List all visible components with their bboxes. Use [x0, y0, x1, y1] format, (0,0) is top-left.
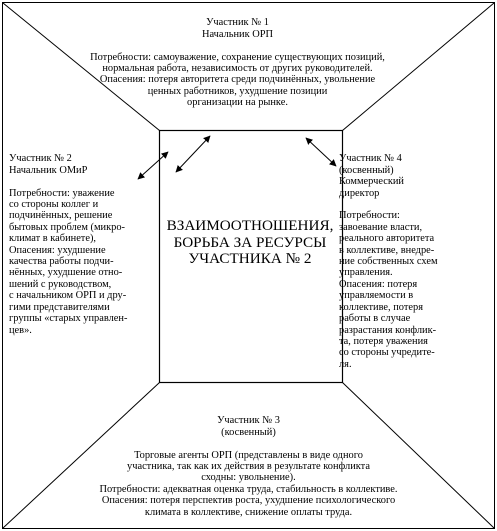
arrow-to-participant-1: [176, 136, 210, 172]
participant-3-header: Участник № 3 (косвенный): [217, 415, 280, 438]
center-title: ВЗАИМООТНОШЕНИЯ, БОРЬБА ЗА РЕСУРСЫ УЧАСТНИКА № 2: [166, 217, 334, 267]
participant-4-block: [339, 142, 489, 382]
participant-4-header: Участник № 4 (косвенный) Коммерческий директор: [339, 153, 404, 199]
participant-2-header: Участник № 2 Начальник ОМиР: [9, 153, 88, 176]
participant-2-body: Потребности: уважение со стороны коллег и подчинённых, решение бытовых проблем (микро- климат в кабинете), Опасения: ухудшение качества работы подчи- нённых, ухудшение отно- шений с руководством, с начальником ОРП и дру- гими представителями группы «старых управлен- цев».: [9, 187, 128, 336]
participant-1-block: [40, 6, 435, 120]
participant-3-body: Торговые агенты ОРП (представлены в виде одного участника, так как их действия в результате конфликта сходны: увольнение). Потребности: адекватная оценка труда, стабильность в коллективе. Опасения: потеря перспектив роста, ухудшение психологического климата в коллективе, снижение оплаты труда.: [99, 449, 398, 518]
participant-1-header: Участник № 1 Начальник ОРП: [201, 17, 274, 40]
participant-2-block: [9, 142, 159, 347]
participant-4-body: Потребности: завоевание власти, реального авторитета в коллективе, внедре- ние собственных схем управления. Опасения: потеря управляемости в коллективе, потеря работы в случае разрастания конфлик- та, потеря уважения со стороны учредите- ля.: [339, 210, 438, 370]
participant-3-block: [66, 404, 431, 529]
participant-1-body: Потребности: самоуважение, сохранение существующих позиций, нормальная работа, независимость от других руководителей. Опасения: потеря авторитета среди подчинённых, увольнение ценных работников, ухудшение позиции организации на рынке.: [90, 51, 385, 109]
arrow-to-participant-4: [306, 138, 336, 166]
